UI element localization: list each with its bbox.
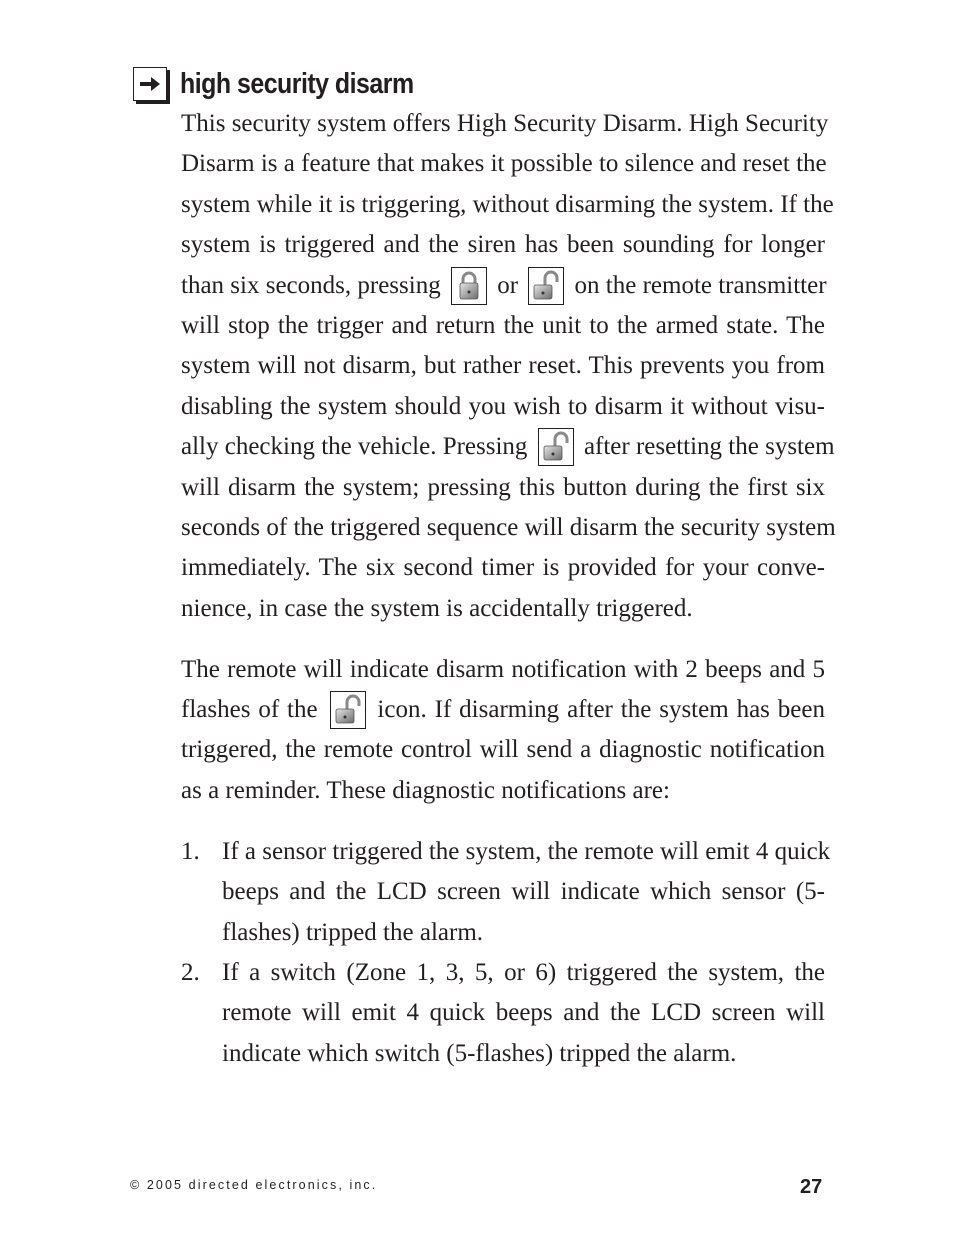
section-title: high security disarm: [180, 67, 414, 100]
page-number: 27: [800, 1176, 823, 1198]
list-number: 2.: [181, 959, 200, 986]
section-heading: [133, 64, 452, 104]
text-line: will disarm the system; pressing this button during the first six: [181, 473, 825, 501]
text-fragment: than six seconds, pressing: [181, 271, 441, 299]
paragraph-spacer: [181, 811, 825, 832]
text-line: This security system offers High Security Disarm. High Security: [181, 110, 829, 137]
list-item: [181, 832, 831, 953]
list-item: [181, 953, 825, 1074]
text-fragment: after resetting the system: [583, 433, 835, 461]
paragraph-2: [181, 650, 825, 812]
text-line-with-icons: [181, 266, 825, 306]
text-line-with-icon: [181, 690, 825, 730]
copyright-footer: © 2005 directed electronics, inc.: [130, 1178, 378, 1192]
text-line: immediately. The six second timer is provided for your conve-: [181, 554, 825, 582]
text-fragment: ally checking the vehicle. Pressing: [181, 433, 528, 461]
page-body: [181, 104, 836, 1074]
lock-open-icon: [330, 691, 366, 729]
text-line: remote will emit 4 quick beeps and the LCD screen will: [222, 999, 825, 1027]
text-line: The remote will indicate disarm notification with 2 beeps and 5: [181, 655, 825, 683]
list-number: 1.: [181, 837, 200, 865]
text-fragment: on the remote transmitter: [574, 271, 827, 299]
paragraph-spacer: [181, 629, 825, 650]
numbered-list: [181, 832, 831, 1074]
text-line: system will not disarm, but rather reset. This prevents you from: [181, 352, 825, 380]
paragraph-1: [181, 104, 836, 629]
text-line: disabling the system should you wish to disarm it without visu-: [181, 392, 825, 420]
text-line: flashes) tripped the alarm.: [222, 918, 484, 946]
text-line: If a sensor triggered the system, the remote will emit 4 quick: [222, 837, 831, 865]
text-line: indicate which switch (5-flashes) tripped the alarm.: [222, 1039, 737, 1067]
text-line: nience, in case the system is accidentally triggered.: [181, 594, 693, 622]
text-line: If a switch (Zone 1, 3, 5, or 6) triggered the system, the: [222, 959, 825, 986]
text-line: beeps and the LCD screen will indicate which sensor (5-: [222, 878, 825, 906]
text-fragment: or: [497, 271, 519, 299]
text-line: seconds of the triggered sequence will disarm the security system: [181, 513, 836, 541]
lock-open-icon: [538, 428, 574, 466]
text-line: will stop the trigger and return the unit to the armed state. The: [181, 311, 825, 339]
text-line: system is triggered and the siren has been sounding for longer: [181, 231, 825, 259]
text-line: Disarm is a feature that makes it possible to silence and reset the: [181, 150, 827, 178]
text-line-with-icon: [181, 427, 835, 467]
text-fragment: flashes of the: [181, 696, 318, 724]
lock-open-icon: [528, 267, 564, 305]
text-fragment: icon. If disarming after the system has been: [377, 696, 825, 724]
text-line: system while it is triggering, without disarming the system. If the: [181, 190, 834, 218]
lock-closed-icon: [451, 267, 487, 305]
text-line: as a reminder. These diagnostic notifications are:: [181, 776, 670, 804]
text-line: triggered, the remote control will send a diagnostic notification: [181, 736, 825, 764]
right-arrow-icon: [133, 67, 167, 101]
